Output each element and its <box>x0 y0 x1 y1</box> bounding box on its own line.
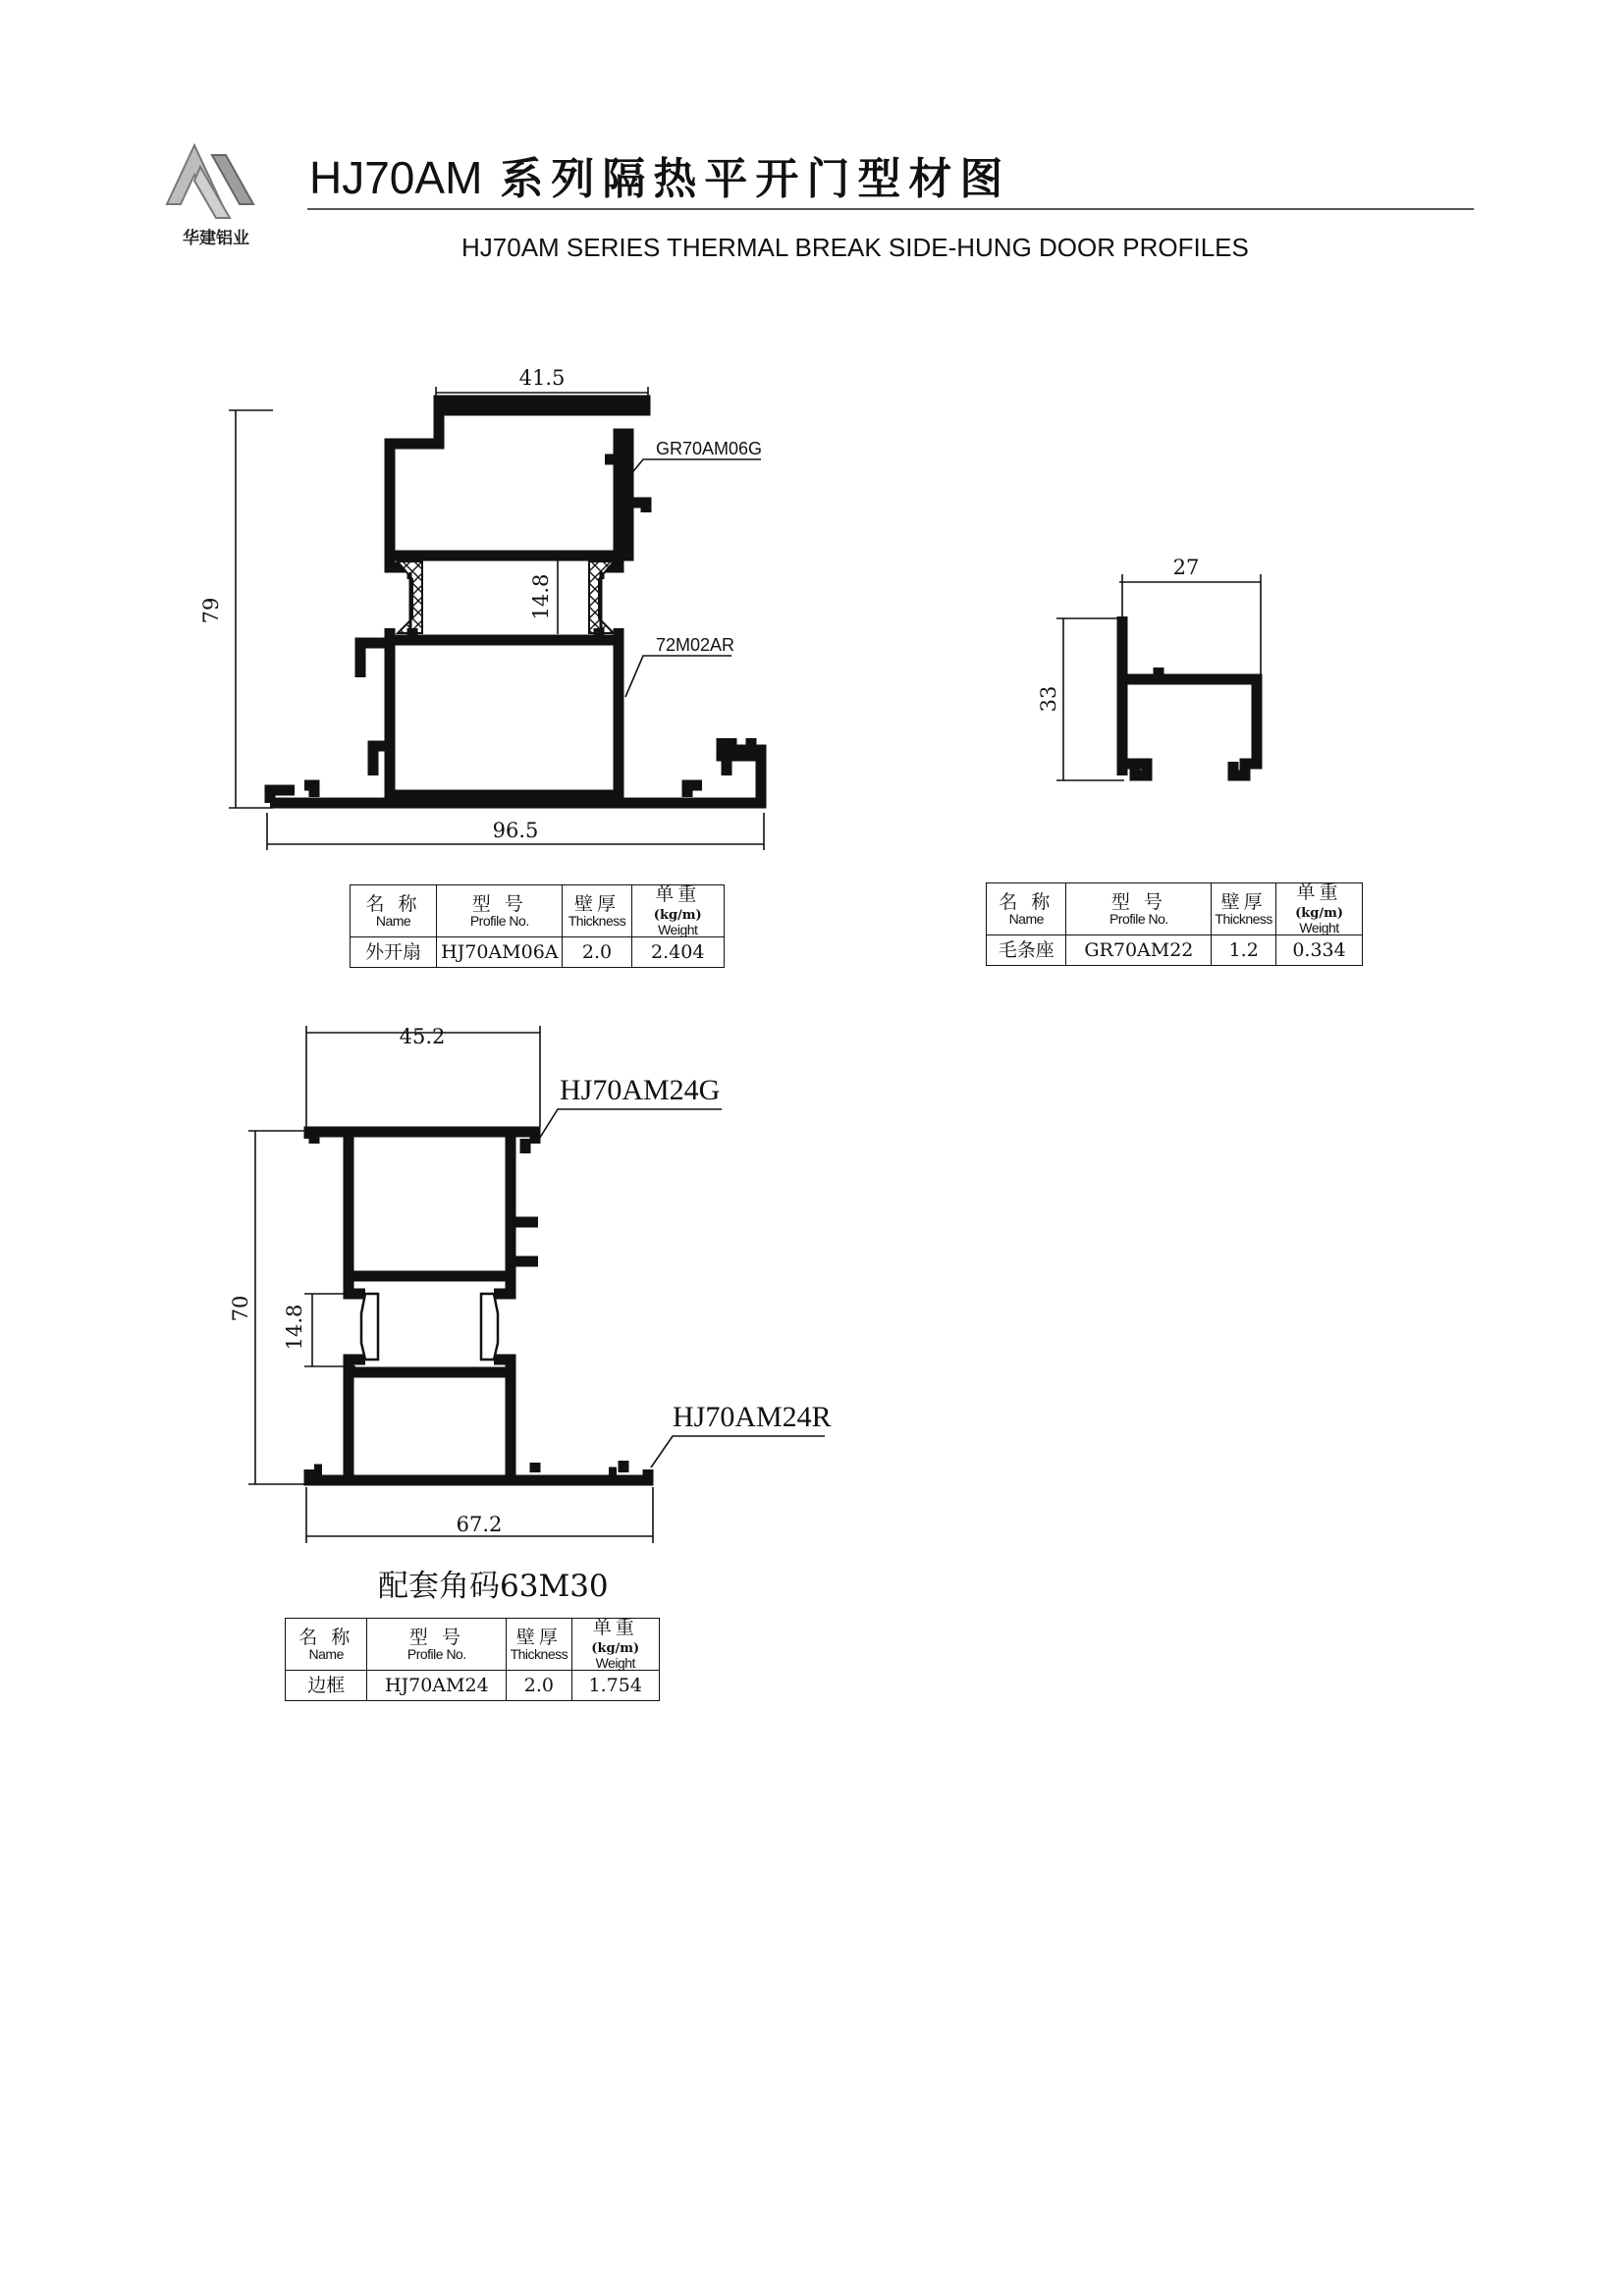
cell-weight: 1.754 <box>571 1671 659 1701</box>
spec-table-row <box>987 935 1363 966</box>
cell-weight: 2.404 <box>631 937 724 968</box>
col-weight: 单重(kg/m) Weight <box>1276 883 1363 935</box>
spec-table-header <box>351 885 725 937</box>
spec-table-row <box>351 937 725 968</box>
col-name: 名 称 Name <box>351 885 437 937</box>
sash-upper-section <box>390 400 645 556</box>
frame-lower-chamber <box>349 1372 511 1480</box>
leader-sash-lower <box>625 656 731 697</box>
col-profile: 型 号 Profile No. <box>1066 883 1212 935</box>
page-subtitle: HJ70AM SERIES THERMAL BREAK SIDE-HUNG DOOR PROFILES <box>461 233 1249 262</box>
dim-text-sash-top: 41.5 <box>518 366 566 390</box>
frame-thermal-strip-left <box>361 1294 378 1360</box>
frame-profile-drawing <box>229 1025 832 1543</box>
leader-frame-lower <box>651 1436 825 1468</box>
cell-name: 边框 <box>286 1671 367 1701</box>
brush-seat-profile-drawing <box>1037 556 1261 780</box>
cell-weight: 0.334 <box>1276 935 1363 966</box>
dim-text-frame-top: 45.2 <box>399 1025 446 1048</box>
col-weight: 单重(kg/m) Weight <box>571 1619 659 1671</box>
spec-table-header <box>286 1619 660 1671</box>
dim-line-sash-height <box>229 410 273 808</box>
dim-text-sash-bottom: 96.5 <box>492 819 539 842</box>
dim-text-brush-width: 27 <box>1172 556 1200 579</box>
spec-table-frame <box>285 1618 660 1701</box>
sash-profile-drawing <box>199 366 764 850</box>
leader-sash-upper <box>625 459 761 481</box>
dim-text-frame-inner: 14.8 <box>283 1304 306 1351</box>
cell-name: 外开扇 <box>351 937 437 968</box>
cell-profile-no: HJ70AM06A <box>437 937 563 968</box>
col-thickness: 壁厚 Thickness <box>1212 883 1276 935</box>
sash-thermal-strip-edges <box>410 572 601 633</box>
cell-profile-no: GR70AM22 <box>1066 935 1212 966</box>
dim-text-frame-bottom: 67.2 <box>456 1513 503 1536</box>
sash-lower-section <box>390 640 619 795</box>
frame-thermal-strip-right <box>481 1294 498 1360</box>
col-name: 名 称 Name <box>286 1619 367 1671</box>
cell-name: 毛条座 <box>987 935 1066 966</box>
col-thickness: 壁厚 Thickness <box>563 885 631 937</box>
spec-table-sash <box>350 884 725 968</box>
cell-profile-no: HJ70AM24 <box>367 1671 507 1701</box>
cell-thickness: 1.2 <box>1212 935 1276 966</box>
dim-text-sash-inner: 14.8 <box>529 573 553 620</box>
col-thickness: 壁厚 Thickness <box>507 1619 571 1671</box>
dim-text-brush-height: 33 <box>1037 685 1060 713</box>
col-weight: 单重(kg/m) Weight <box>631 885 724 937</box>
logo-wordmark: 华建铝业 <box>183 229 249 248</box>
frame-base-flange <box>309 1469 648 1480</box>
col-name: 名 称 Name <box>987 883 1066 935</box>
cell-thickness: 2.0 <box>507 1671 571 1701</box>
label-frame-lower: HJ70AM24R <box>673 1401 832 1433</box>
frame-upper-chamber <box>349 1132 511 1276</box>
title-chinese: 系列隔热平开门型材图 <box>500 154 1011 204</box>
dim-text-sash-height: 79 <box>199 597 223 624</box>
dim-text-frame-height: 70 <box>229 1295 252 1322</box>
spec-table-row <box>286 1671 660 1701</box>
dim-line-brush-width <box>1119 574 1261 677</box>
spec-table-brush-seat <box>986 882 1363 966</box>
title-code: HJ70AM <box>309 152 483 203</box>
cell-thickness: 2.0 <box>563 937 631 968</box>
leader-frame-upper <box>538 1109 722 1141</box>
label-frame-upper: HJ70AM24G <box>560 1074 721 1106</box>
col-profile: 型 号 Profile No. <box>437 885 563 937</box>
fitting-caption: 配套角码63M30 <box>378 1569 609 1604</box>
col-profile: 型 号 Profile No. <box>367 1619 507 1671</box>
label-sash-lower: 72M02AR <box>656 635 735 655</box>
dim-line-brush-height <box>1056 618 1124 780</box>
label-sash-upper: GR70AM06G <box>656 439 763 458</box>
spec-table-header <box>987 883 1363 935</box>
